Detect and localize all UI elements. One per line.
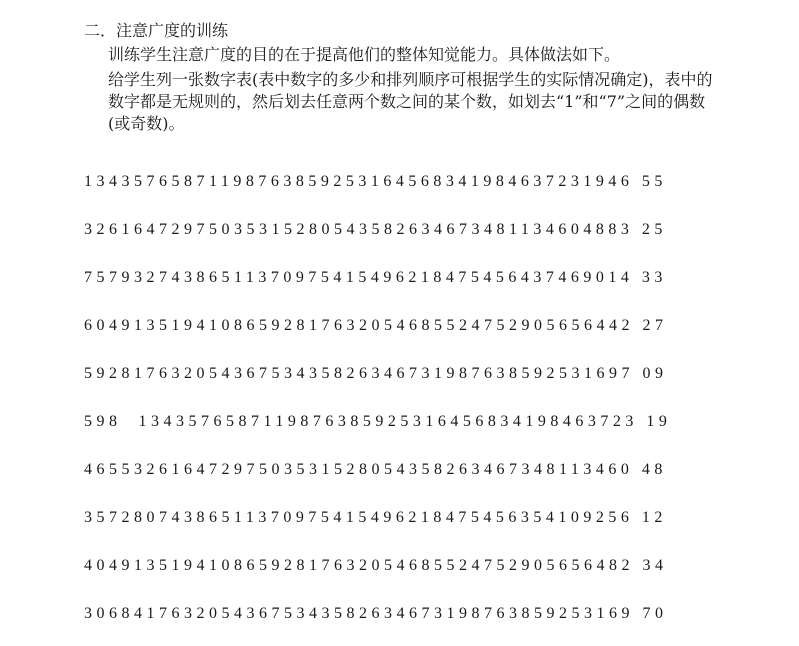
digit-row: 75793274386511370975415496218475456437469014 33 bbox=[84, 269, 667, 286]
digit-row: 46553261647297503531528054358263467348113460 48 bbox=[84, 461, 667, 478]
instruction-paragraph bbox=[84, 69, 724, 135]
intro-paragraph bbox=[84, 44, 724, 66]
digit-row: 32616472975035315280543582634673481134604883 25 bbox=[84, 221, 667, 238]
digit-row: 35728074386511370975415496218475456354109256 12 bbox=[84, 509, 667, 526]
digit-row: 13435765871198763859253164568341984637231946 55 bbox=[84, 173, 667, 190]
section-heading: 二．注意广度的训练 bbox=[84, 21, 229, 40]
intro-paragraph-text: 训练学生注意广度的目的在于提高他们的整体知觉能力。具体做法如下。 bbox=[108, 45, 621, 64]
digit-row: 40491351941086592817632054685524752905656482 34 bbox=[84, 557, 668, 574]
digit-row: 59281763205436753435826346731987638592531697 09 bbox=[84, 365, 668, 382]
digit-row: 598 1343576587119876385925316456834198463723 19 bbox=[84, 413, 672, 430]
instruction-paragraph-text: 给学生列一张数字表(表中数字的多少和排列顺序可根据学生的实际情况确定)，表中的数字都是无规则的，然后划去任意两个数之间的某个数，如划去“1”和“7”之间的偶数(或奇数)。 bbox=[108, 70, 713, 133]
digit-row: 60491351941086592817632054685524752905656442 27 bbox=[84, 317, 668, 334]
digit-row: 30684176320543675343582634673198763859253169 70 bbox=[84, 605, 668, 622]
